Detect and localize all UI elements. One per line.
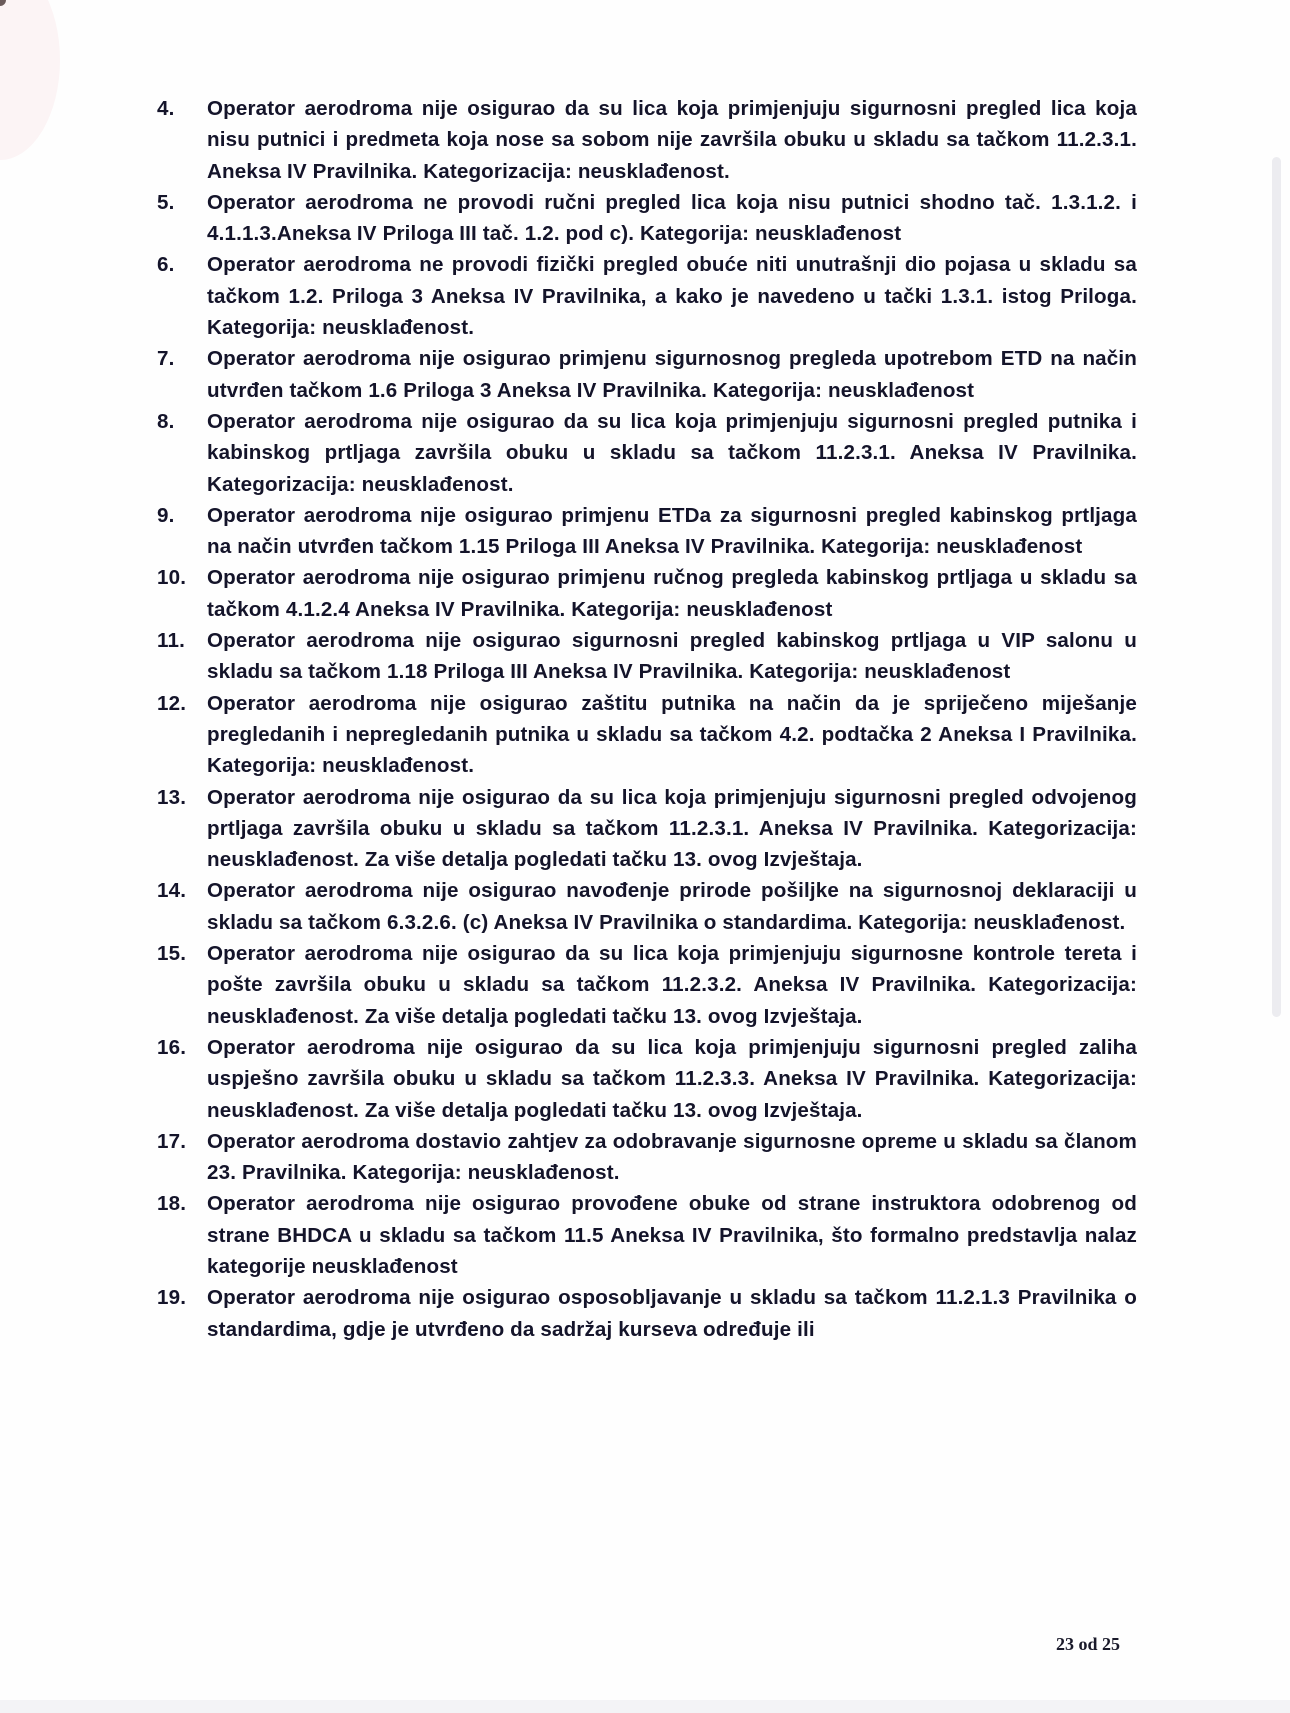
finding-item [157,562,1137,625]
finding-text: Operator aerodroma nije osigurao osposobljavanje u skladu sa tačkom 11.2.1.3 Pravilnika o standardima, gdje je utvrđeno da sadržaj kurseva određuje ili [207,1286,1137,1341]
finding-number: 12. [157,691,187,715]
finding-item [157,875,1137,938]
page-number: 23 od 25 [1056,1634,1121,1654]
finding-number: 13. [157,785,187,809]
finding-number: 6. [157,253,175,277]
finding-number: 5. [157,190,175,214]
finding-item [157,93,1137,187]
finding-text: Operator aerodroma nije osigurao da su lica koja primjenjuju sigurnosni pregled lica koja nisu putnici i predmeta koja nose sa sobom nije završila obuku u skladu sa tačkom 11.2.3.1. Aneksa IV Pravilnika. Kategorizacija: neusklađenost. [207,97,1137,183]
finding-number: 18. [157,1192,187,1216]
finding-item [157,249,1137,343]
finding-text: Operator aerodroma dostavio zahtjev za odobravanje sigurnosne opreme u skladu sa članom 23. Pravilnika. Kategorija: neusklađenost. [207,1129,1137,1185]
finding-text: Operator aerodroma nije osigurao primjenu sigurnosnog pregleda upotrebom ETD na način utvrđen tačkom 1.6 Priloga 3 Aneksa IV Pravilnika. Kategorija: neusklađenost [207,347,1137,402]
finding-text: Operator aerodroma nije osigurao provođene obuke od strane instruktora odobrenog od strane BHDCA u skladu sa tačkom 11.5 Aneksa IV Pravilnika, što formalno predstavlja nalaz kategorije neusklađenost [207,1192,1137,1278]
finding-text: Operator aerodroma nije osigurao da su lica koja primjenjuju sigurnosni pregled zaliha uspješno završila obuku u skladu sa tačkom 11.2.3.3. Aneksa IV Pravilnika. Kategorizacija: neusklađenost. Za više detalja pogledati tačku 13. ovog Izvještaja. [207,1035,1137,1122]
finding-item [157,688,1137,782]
finding-text: Operator aerodroma nije osigurao da su lica koja primjenjuju sigurnosne kontrole tereta i pošte završila obuku u skladu sa tačkom 11.2.3.2. Aneksa IV Pravilnika. Kategorizacija: neusklađenost. Za više detalja pogledati tačku 13. ovog Izvještaja. [207,942,1137,1028]
finding-item [157,343,1137,406]
finding-item [157,782,1137,876]
finding-number: 11. [157,629,185,653]
finding-number: 14. [157,879,187,903]
finding-number: 16. [157,1035,187,1059]
finding-item [157,1126,1137,1189]
page-bottom-edge [0,1700,1290,1713]
finding-text: Operator aerodroma ne provodi ručni pregled lica koja nisu putnici shodno tač. 1.3.1.2. i 4.1.1.3.Aneksa IV Priloga III tač. 1.2. pod c). Kategorija: neusklađenost [207,190,1137,246]
finding-item [157,938,1137,1032]
finding-item [157,187,1137,250]
finding-number: 8. [157,409,175,433]
finding-number: 17. [157,1129,187,1153]
scan-artifact [0,0,60,160]
finding-text: Operator aerodroma nije osigurao primjenu ručnog pregleda kabinskog prtljaga u skladu sa tačkom 4.1.2.4 Aneksa IV Pravilnika. Kategorija: neusklađenost [207,566,1137,621]
finding-text: Operator aerodroma ne provodi fizički pregled obuće niti unutrašnji dio pojasa u skladu sa tačkom 1.2. Priloga 3 Aneksa IV Pravilnika, a kako je navedeno u tački 1.3.1. istog Priloga. Kategorija: neusklađenost. [207,253,1137,340]
finding-item [157,1032,1137,1126]
finding-item [157,406,1137,500]
finding-number: 4. [157,97,175,120]
finding-number: 15. [157,942,187,966]
finding-number: 10. [157,566,187,590]
finding-item [157,1188,1137,1282]
finding-number: 19. [157,1286,187,1310]
vertical-scrollbar[interactable] [1272,157,1281,1017]
findings-list [157,93,1137,1345]
finding-number: 7. [157,347,175,371]
finding-text: Operator aerodroma nije osigurao zaštitu putnika na način da je spriječeno miješanje pregledanih i nepregledanih putnika u skladu sa tačkom 4.2. podtačka 2 Aneksa I Pravilnika. Kategorija: neusklađenost. [207,691,1137,778]
finding-number: 9. [157,503,175,527]
finding-item [157,625,1137,688]
finding-text: Operator aerodroma nije osigurao sigurnosni pregled kabinskog prtljaga u VIP salonu u skladu sa tačkom 1.18 Priloga III Aneksa IV Pravilnika. Kategorija: neusklađenost [207,629,1137,684]
finding-text: Operator aerodroma nije osigurao primjenu ETDa za sigurnosni pregled kabinskog prtljaga na način utvrđen tačkom 1.15 Priloga III Aneksa IV Pravilnika. Kategorija: neusklađenost [207,503,1137,559]
finding-text: Operator aerodroma nije osigurao navođenje prirode pošiljke na sigurnosnoj deklaraciji u skladu sa tačkom 6.3.2.6. (c) Aneksa IV Pravilnika o standardima. Kategorija: neusklađenost. [207,879,1137,934]
finding-text: Operator aerodroma nije osigurao da su lica koja primjenjuju sigurnosni pregled odvojenog prtljaga završila obuku u skladu sa tačkom 11.2.3.1. Aneksa IV Pravilnika. Kategorizacija: neusklađenost. Za više detalja pogledati tačku 13. ovog Izvještaja. [207,785,1137,872]
finding-item [157,1282,1137,1345]
finding-text: Operator aerodroma nije osigurao da su lica koja primjenjuju sigurnosni pregled putnika i kabinskog prtljaga završila obuku u skladu sa tačkom 11.2.3.1. Aneksa IV Pravilnika. Kategorizacija: neusklađenost. [207,409,1137,496]
finding-item [157,500,1137,563]
